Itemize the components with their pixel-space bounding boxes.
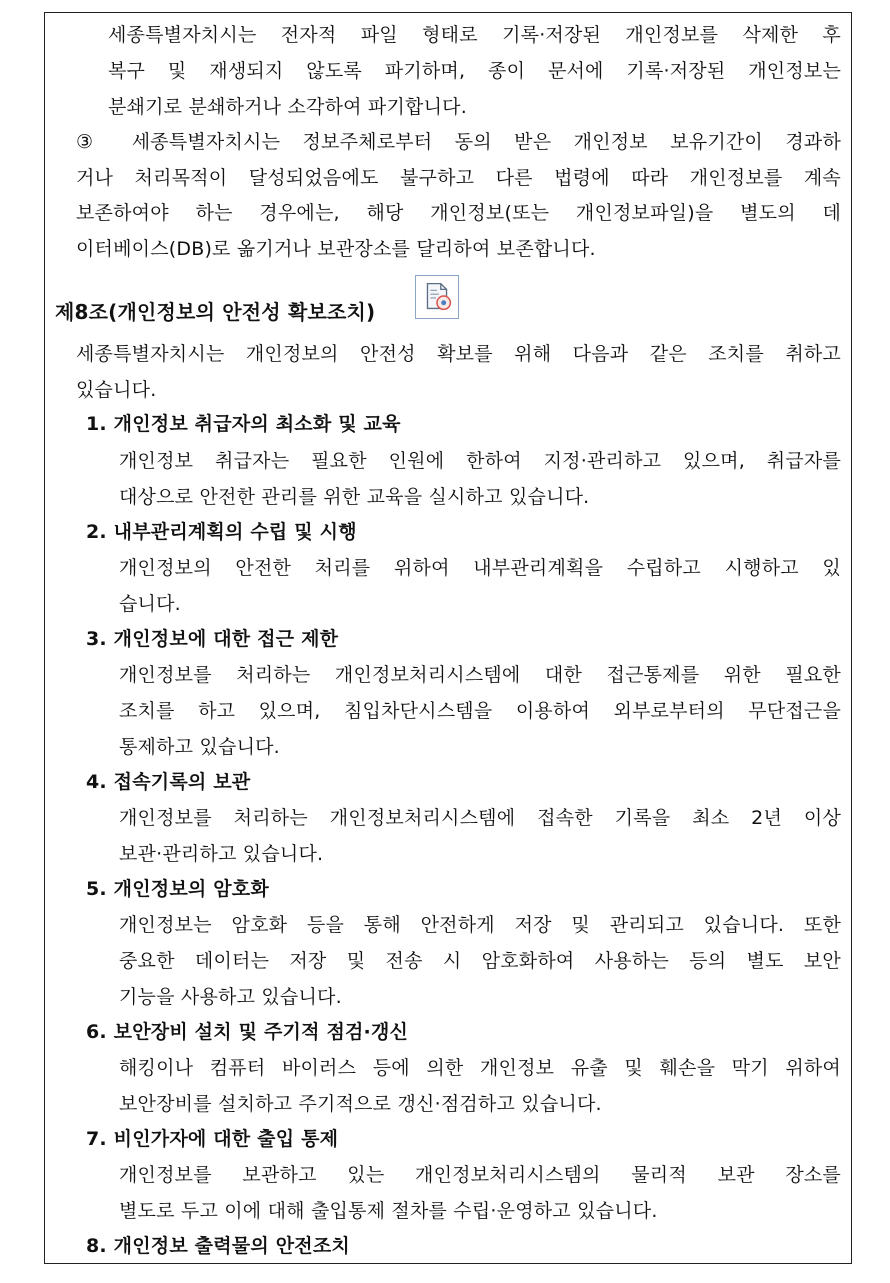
para3-line-1: ③ 세종특별자치시는 정보주체로부터 동의 받은 개인정보 보유기간이 경과하 <box>76 131 841 153</box>
item-2-title: 2. 내부관리계획의 수립 및 시행 <box>86 521 357 543</box>
article-intro-line-1: 세종특별자치시는 개인정보의 안전성 확보를 위해 다음과 같은 조치를 취하고 <box>76 343 841 365</box>
item-3-body-line-1: 개인정보를 처리하는 개인정보처리시스템에 대한 접근통제를 위한 필요한 <box>119 664 841 686</box>
item-6-body-line-1: 해킹이나 컴퓨터 바이러스 등에 의한 개인정보 유출 및 훼손을 막기 위하여 <box>119 1057 841 1079</box>
item-5-body-line-3: 기능을 사용하고 있습니다. <box>119 986 342 1008</box>
para2-line-1: 세종특별자치시는 전자적 파일 형태로 기록·저장된 개인정보를 삭제한 후 <box>108 24 841 46</box>
item-3-title: 3. 개인정보에 대한 접근 제한 <box>86 628 339 650</box>
item-8-title: 8. 개인정보 출력물의 안전조치 <box>86 1235 350 1257</box>
item-1-body-line-1: 개인정보 취급자는 필요한 인원에 한하여 지정·관리하고 있으며, 취급자를 <box>119 450 841 472</box>
item-5-title: 5. 개인정보의 암호화 <box>86 878 269 900</box>
para2-line-2: 복구 및 재생되지 않도록 파기하며, 종이 문서에 기록·저장된 개인정보는 <box>108 60 841 82</box>
para3-line-4: 이터베이스(DB)로 옮기거나 보관장소를 달리하여 보존합니다. <box>76 238 596 260</box>
article-intro-line-2: 있습니다. <box>76 379 157 401</box>
item-7-title: 7. 비인가자에 대한 출입 통제 <box>86 1128 339 1150</box>
item-1-title: 1. 개인정보 취급자의 최소화 및 교육 <box>86 413 401 435</box>
item-4-body-line-2: 보관·관리하고 있습니다. <box>119 843 324 865</box>
article-title: 제8조(개인정보의 안전성 확보조치) <box>55 300 376 324</box>
item-2-body-line-2: 습니다. <box>119 593 181 615</box>
item-5-body-line-2: 중요한 데이터는 저장 및 전송 시 암호화하여 사용하는 등의 별도 보안 <box>119 950 841 972</box>
para2-line-3: 분쇄기로 분쇄하거나 소각하여 파기합니다. <box>108 96 467 118</box>
item-6-body-line-2: 보안장비를 설치하고 주기적으로 갱신·점검하고 있습니다. <box>119 1093 602 1115</box>
para3-line-2: 거나 처리목적이 달성되었음에도 불구하고 다른 법령에 따라 개인정보를 계속 <box>76 167 841 189</box>
item-4-body-line-1: 개인정보를 처리하는 개인정보처리시스템에 접속한 기록을 최소 2년 이상 <box>119 807 841 829</box>
item-3-body-line-3: 통제하고 있습니다. <box>119 736 280 758</box>
item-7-body-line-1: 개인정보를 보관하고 있는 개인정보처리시스템의 물리적 보관 장소를 <box>119 1164 841 1186</box>
item-4-title: 4. 접속기록의 보관 <box>86 771 251 793</box>
item-6-title: 6. 보안장비 설치 및 주기적 점검·갱신 <box>86 1021 409 1043</box>
item-3-body-line-2: 조치를 하고 있으며, 침입차단시스템을 이용하여 외부로부터의 무단접근을 <box>119 700 841 722</box>
item-7-body-line-2: 별도로 두고 이에 대해 출입통제 절차를 수립·운영하고 있습니다. <box>119 1200 658 1222</box>
item-2-body-line-1: 개인정보의 안전한 처리를 위하여 내부관리계획을 수립하고 시행하고 있 <box>119 557 841 579</box>
security-document-icon <box>415 275 459 319</box>
item-5-body-line-1: 개인정보는 암호화 등을 통해 안전하게 저장 및 관리되고 있습니다. 또한 <box>119 914 841 936</box>
para3-line-3: 보존하여야 하는 경우에는, 해당 개인정보(또는 개인정보파일)을 별도의 데 <box>76 202 841 224</box>
item-1-body-line-2: 대상으로 안전한 관리를 위한 교육을 실시하고 있습니다. <box>119 486 590 508</box>
